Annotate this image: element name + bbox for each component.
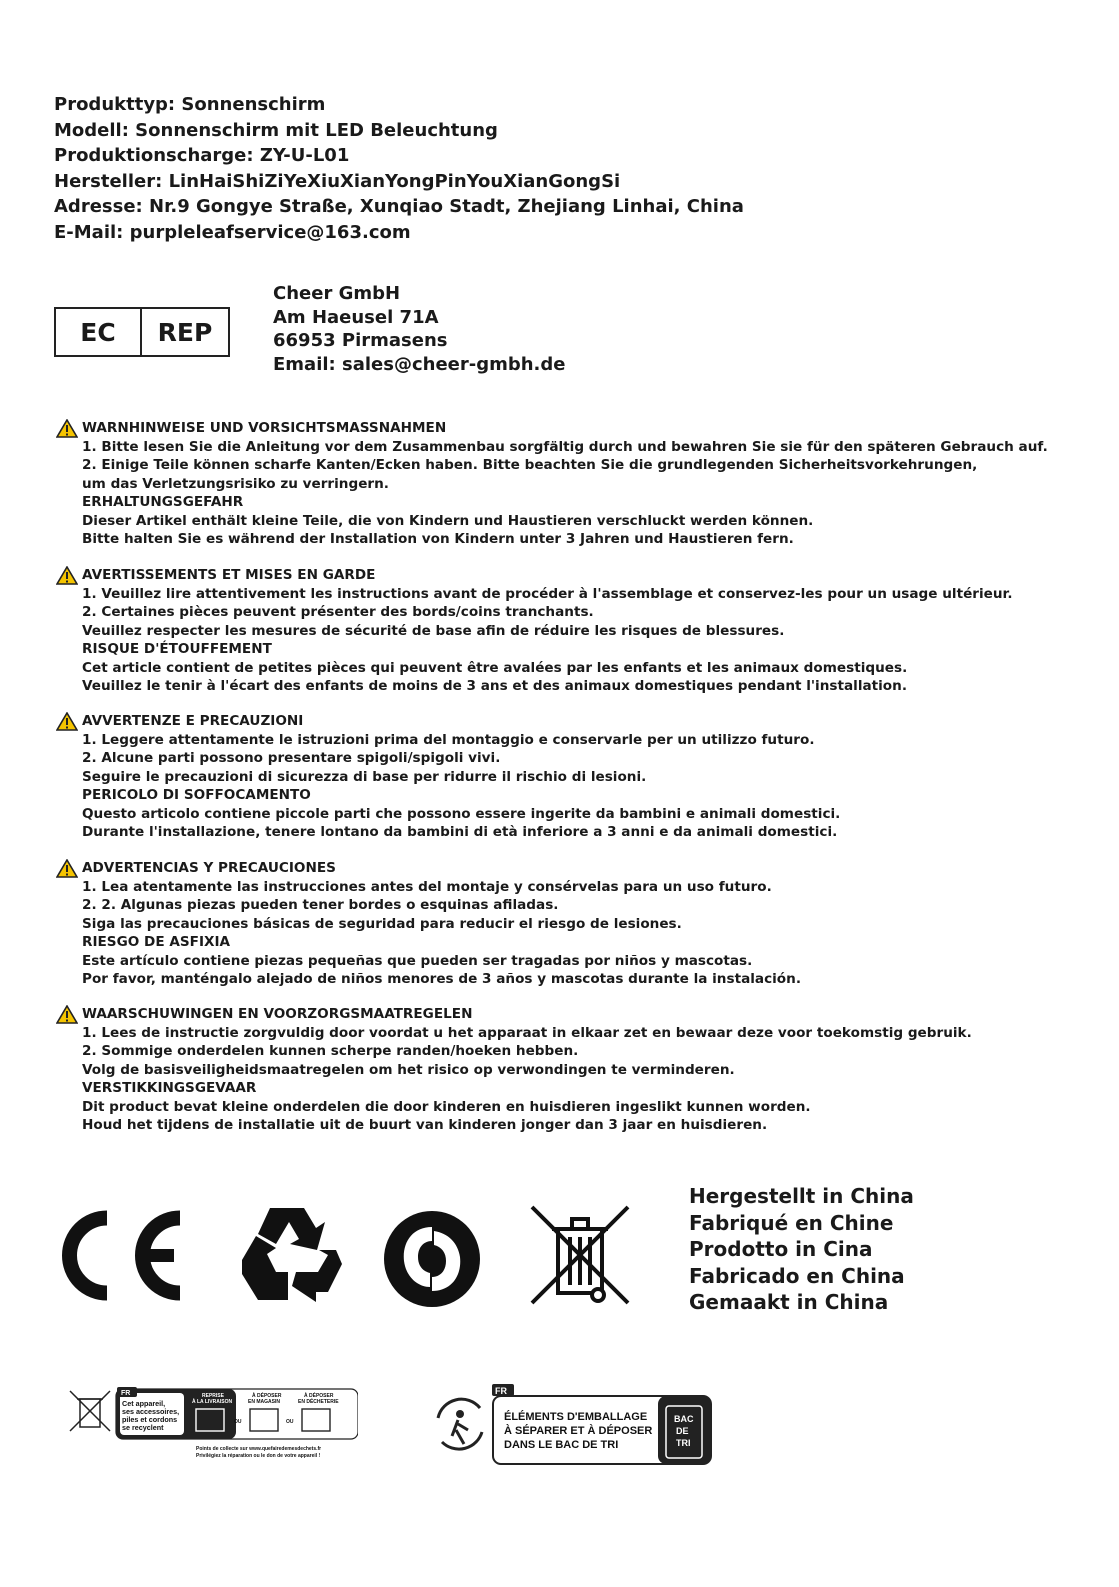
manufacturer: Hersteller: LinHaiShiZiYeXiuXianYongPinYouXianGongSi <box>54 170 621 192</box>
triman-col-label: À DÉPOSER <box>252 1393 282 1399</box>
warning-line: Durante l'installazione, tenere lontano da bambini di età inferiore a 3 anni e da animali domestici. <box>82 824 838 841</box>
triman-packaging-label <box>430 1384 715 1468</box>
recycle-icon <box>232 1200 344 1308</box>
rep-email: Email: sales@cheer-gmbh.de <box>273 353 566 375</box>
triman-col-label: REPRISE <box>202 1393 224 1399</box>
triman-text-line: À SÉPARER ET À DÉPOSER <box>504 1425 653 1437</box>
shop-icon <box>250 1409 278 1431</box>
warning-line: 2. Sommige onderdelen kunnen scherpe randen/hoeken hebben. <box>82 1043 579 1060</box>
triman-or: OU <box>234 1419 242 1425</box>
warning-line: Por favor, manténgalo alejado de niños menores de 3 años y mascotas durante la instalación. <box>82 971 801 988</box>
warning-section-fr <box>56 566 1012 695</box>
warning-line: Dit product bevat kleine onderdelen die door kinderen en huisdieren ingeslikt kunnen worden. <box>82 1098 811 1115</box>
ec-rep-box <box>54 307 230 357</box>
weee-small-bin-icon <box>70 1391 110 1431</box>
triman-col-label: À DÉPOSER <box>304 1393 334 1399</box>
warning-section-es <box>56 859 801 988</box>
triman-text-line: ÉLÉMENTS D'EMBALLAGE <box>504 1411 648 1423</box>
warning-triangle-icon <box>56 712 78 731</box>
warning-subtitle: RIESGO DE ASFIXIA <box>82 934 231 951</box>
triman-footer: Privilégiez la réparation ou le don de votre appareil ! <box>196 1453 321 1459</box>
warning-line: 1. Leggere attentamente le istruzioni prima del montaggio e conservarle per un utilizzo futuro. <box>82 732 815 748</box>
warning-title: AVERTISSEMENTS ET MISES EN GARDE <box>56 566 1012 585</box>
warning-line: Volg de basisveiligheidsmaatregelen om het risico op verwondingen te verminderen. <box>82 1061 735 1078</box>
warning-line: Questo articolo contiene piccole parti che possono essere ingerite da bambini e animali domestici. <box>82 805 841 822</box>
rep-label: REP <box>157 317 213 347</box>
production-batch: Produktionscharge: ZY-U-L01 <box>54 145 350 166</box>
triman-footer: Points de collecte sur www.quefairedemesdechets.fr <box>196 1446 322 1452</box>
warning-line: 2. 2. Algunas piezas pueden tener bordes o esquinas afiladas. <box>82 897 559 914</box>
warning-triangle-icon <box>56 1005 78 1024</box>
ec-rep-address <box>273 282 565 376</box>
triman-text-line: Cet appareil, <box>122 1399 166 1408</box>
warning-line: Houd het tijdens de installatie uit de buurt van kinderen jonger dan 3 jaar en huisdieren. <box>82 1117 768 1134</box>
triman-col-label: EN DÉCHETERIE <box>298 1399 339 1405</box>
address: Adresse: Nr.9 Gongye Straße, Xunqiao Stadt, Zhejiang Linhai, China <box>54 196 744 217</box>
triman-badge: FR <box>495 1386 507 1396</box>
email: E-Mail: purpleleafservice@163.com <box>54 221 411 243</box>
model: Modell: Sonnenschirm mit LED Beleuchtung <box>54 119 498 141</box>
rep-street: Am Haeusel 71A <box>273 306 439 328</box>
warning-line: Dieser Artikel enthält kleine Teile, die von Kindern und Haustieren verschluckt werden können. <box>82 512 814 529</box>
made-in-china <box>689 1183 914 1316</box>
triman-text-line: se recyclent <box>122 1423 164 1432</box>
made-in-fr: Fabriqué en Chine <box>689 1210 894 1235</box>
bin-label: DE <box>676 1426 689 1436</box>
dechetterie-icon <box>302 1409 330 1431</box>
triman-weee-label <box>68 1387 358 1467</box>
warning-section-nl <box>56 1005 972 1134</box>
green-dot-icon <box>380 1207 484 1311</box>
triman-text-line: piles et cordons <box>122 1415 178 1424</box>
warning-section-it <box>56 712 840 841</box>
warning-subtitle: VERSTIKKINGSGEVAAR <box>82 1080 257 1097</box>
bin-label: BAC <box>674 1414 694 1424</box>
warning-subtitle: RISQUE D'ÉTOUFFEMENT <box>82 641 272 658</box>
warning-title: WAARSCHUWINGEN EN VOORZORGSMAATREGELEN <box>56 1005 972 1024</box>
warning-section-de <box>56 419 1048 548</box>
warning-line: Veuillez le tenir à l'écart des enfants de moins de 3 ans et des animaux domestiques pendant l'installation. <box>82 678 907 695</box>
product-type: Produkttyp: Sonnenschirm <box>54 94 326 115</box>
warning-line: 2. Einige Teile können scharfe Kanten/Ecken haben. Bitte beachten Sie die grundlegenden Sicherheitsvorkehrungen, <box>82 457 978 474</box>
warning-line: Veuillez respecter les mesures de sécurité de base afin de réduire les risques de blessures. <box>82 622 785 639</box>
warning-line: 1. Veuillez lire attentivement les instructions avant de procéder à l'assemblage et conservez-les pour un usage ultérieur. <box>82 586 1013 602</box>
warning-subtitle: ERHALTUNGSGEFAHR <box>82 494 244 511</box>
ce-mark-icon <box>52 1208 187 1303</box>
triman-col-label: EN MAGASIN <box>248 1399 280 1405</box>
warning-line: 2. Alcune parti possono presentare spigoli/spigoli vivi. <box>82 750 501 767</box>
warning-triangle-icon <box>56 419 78 438</box>
warning-line: Seguire le precauzioni di sicurezza di base per ridurre il rischio di lesioni. <box>82 768 647 785</box>
made-in-es: Fabricado en China <box>689 1263 905 1288</box>
weee-crossed-bin-icon <box>528 1203 632 1307</box>
warning-line: 1. Bitte lesen Sie die Anleitung vor dem Zusammenbau sorgfältig durch und bewahren Sie sie für den späteren Gebrauch auf. <box>82 439 1048 455</box>
warning-line: 1. Lees de instructie zorgvuldig door voordat u het apparaat in elkaar zet en bewaar deze voor toekomstig gebruik. <box>82 1025 972 1041</box>
rep-company: Cheer GmbH <box>273 283 401 304</box>
warning-line: Bitte halten Sie es während der Installation von Kindern unter 3 Jahren und Haustieren fern. <box>82 531 794 548</box>
triman-or: OU <box>286 1419 294 1425</box>
warning-line: 2. Certaines pièces peuvent présenter des bords/coins tranchants. <box>82 604 594 621</box>
warning-title: ADVERTENCIAS Y PRECAUCIONES <box>56 859 801 878</box>
triman-col-label: À LA LIVRAISON <box>192 1399 233 1405</box>
warning-triangle-icon <box>56 859 78 878</box>
bin-label: TRI <box>676 1438 691 1448</box>
warning-line: Este artículo contiene piezas pequeñas que pueden ser tragadas por niños y mascotas. <box>82 952 753 969</box>
product-info <box>54 92 744 245</box>
triman-badge: FR <box>121 1390 131 1397</box>
warning-title: WARNHINWEISE UND VORSICHTSMASSNAHMEN <box>56 419 1048 438</box>
triman-text-line: DANS LE BAC DE TRI <box>504 1439 619 1451</box>
triman-text-line: ses accessoires, <box>122 1407 180 1416</box>
warning-line: Cet article contient de petites pièces qui peuvent être avalées par les enfants et les animaux domestiques. <box>82 659 908 676</box>
ec-label: EC <box>56 309 142 355</box>
made-in-nl: Gemaakt in China <box>689 1290 889 1314</box>
rep-city: 66953 Pirmasens <box>273 330 448 351</box>
warning-line: Siga las precauciones básicas de seguridad para reducir el riesgo de lesiones. <box>82 915 682 932</box>
made-in-it: Prodotto in Cina <box>689 1237 873 1261</box>
warning-line: um das Verletzungsrisiko zu verringern. <box>82 475 389 492</box>
warning-subtitle: PERICOLO DI SOFFOCAMENTO <box>82 787 311 804</box>
made-in-de: Hergestellt in China <box>689 1184 914 1208</box>
warning-line: 1. Lea atentamente las instrucciones antes del montaje y consérvelas para un uso futuro. <box>82 879 772 895</box>
warning-title: AVVERTENZE E PRECAUZIONI <box>56 712 840 731</box>
warning-triangle-icon <box>56 566 78 585</box>
